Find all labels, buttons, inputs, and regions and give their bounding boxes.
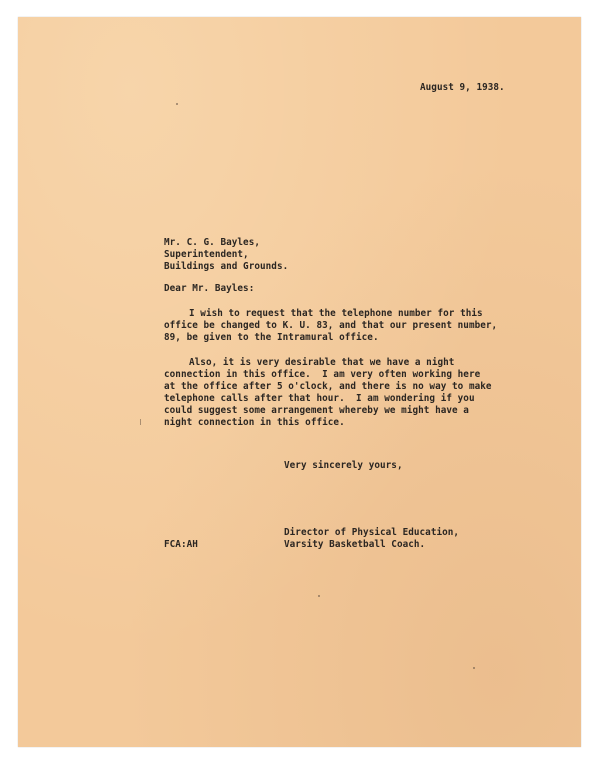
typist-initials: FCA:AH <box>164 539 198 550</box>
letter-date: August 9, 1938. <box>420 82 505 93</box>
paragraph-2-line: telephone calls after that hour. I am wondering if you <box>164 393 475 404</box>
complimentary-closing: Very sincerely yours, <box>284 460 403 471</box>
letter-page <box>18 17 581 747</box>
recipient-title: Superintendent, <box>164 249 249 260</box>
recipient-department: Buildings and Grounds. <box>164 261 289 272</box>
paragraph-1-line: I wish to request that the telephone number for this <box>189 308 483 319</box>
paragraph-2-line: at the office after 5 o'clock, and there is no way to make <box>164 381 492 392</box>
recipient-name: Mr. C. G. Bayles, <box>164 237 261 248</box>
paragraph-2-line: could suggest some arrangement whereby we might have a <box>164 405 469 416</box>
paper-mark <box>176 103 178 105</box>
paper-mark <box>473 667 475 669</box>
signature-title-line: Director of Physical Education, <box>284 527 460 538</box>
salutation: Dear Mr. Bayles: <box>164 283 255 294</box>
signature-title-line: Varsity Basketball Coach. <box>284 539 426 550</box>
paragraph-1-line: office be changed to K. U. 83, and that our present number, <box>164 320 498 331</box>
paragraph-2-line: night connection in this office. <box>164 417 345 428</box>
paper-mark <box>318 595 320 597</box>
paragraph-2-line: connection in this office. I am very often working here <box>164 369 481 380</box>
paper-mark <box>140 419 141 425</box>
paragraph-2-line: Also, it is very desirable that we have a night <box>189 357 455 368</box>
paragraph-1-line: 89, be given to the Intramural office. <box>164 332 379 343</box>
